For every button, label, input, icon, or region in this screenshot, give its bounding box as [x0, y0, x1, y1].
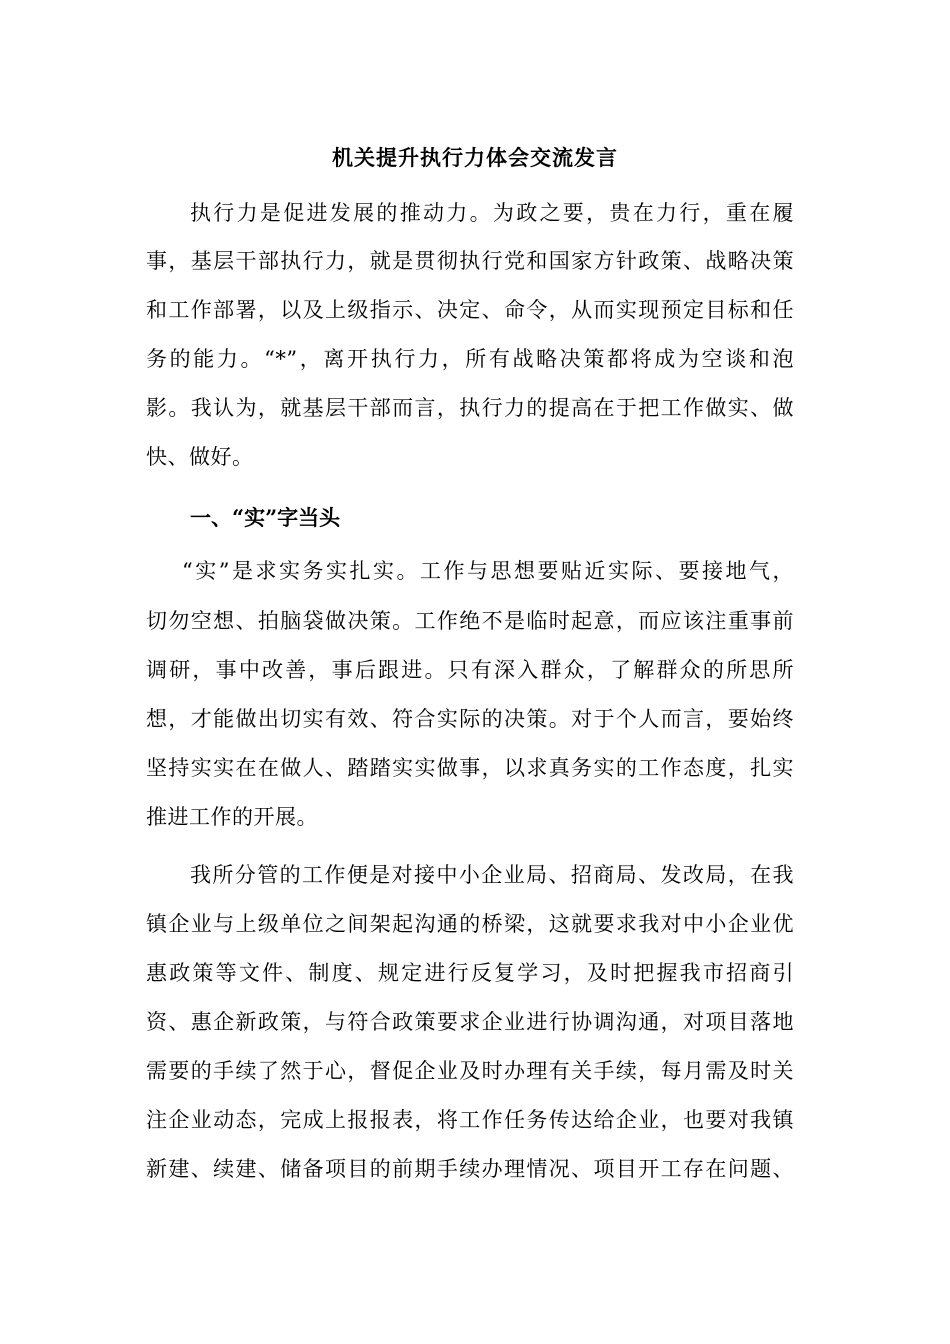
paragraph-1-line-4: 务的能力。“*”，离开执行力，所有战略决策都将成为空谈和泡	[146, 347, 794, 371]
paragraph-1-line-6: 快、做好。	[146, 445, 254, 469]
paragraph-3-line-7: 新建、续建、储备项目的前期手续办理情况、项目开工存在问题、	[146, 1157, 794, 1181]
paragraph-2-line-5: 坚持实实在在做人、踏踏实实做事，以求真务实的工作态度，扎实	[146, 756, 794, 780]
paragraph-3-line-3: 惠政策等文件、制度、规定进行反复学习，及时把握我市招商引	[146, 961, 794, 985]
paragraph-3-line-5: 需要的手续了然于心，督促企业及时办理有关手续，每月需及时关	[146, 1059, 794, 1083]
paragraph-2-line-1: “实”是求实务实扎实。工作与思想要贴近实际、要接地气，	[182, 559, 794, 583]
paragraph-1-line-5: 影。我认为，就基层干部而言，执行力的提高在于把工作做实、做	[146, 396, 794, 420]
paragraph-2-line-3: 调研，事中改善，事后跟进。只有深入群众，了解群众的所思所	[146, 658, 794, 682]
paragraph-3-line-1: 我所分管的工作便是对接中小企业局、招商局、发改局，在我	[190, 863, 794, 887]
paragraph-2-line-6: 推进工作的开展。	[146, 805, 318, 829]
paragraph-1-line-3: 和工作部署，以及上级指示、决定、命令，从而实现预定目标和任	[146, 298, 794, 322]
section-heading-1: 一、“实”字当头	[190, 505, 341, 530]
paragraph-3-line-6: 注企业动态，完成上报报表，将工作任务传达给企业，也要对我镇	[146, 1108, 794, 1132]
paragraph-2-line-4: 想，才能做出切实有效、符合实际的决策。对于个人而言，要始终	[146, 707, 794, 731]
paragraph-2-line-2: 切勿空想、拍脑袋做决策。工作绝不是临时起意，而应该注重事前	[146, 609, 794, 633]
paragraph-3-line-4: 资、惠企新政策，与符合政策要求企业进行协调沟通，对项目落地	[146, 1010, 794, 1034]
paragraph-1-line-1: 执行力是促进发展的推动力。为政之要，贵在力行，重在履	[190, 201, 794, 225]
document-title: 机关提升执行力体会交流发言	[332, 145, 618, 170]
paragraph-1-line-2: 事，基层干部执行力，就是贯彻执行党和国家方针政策、战略决策	[146, 249, 794, 273]
paragraph-3-line-2: 镇企业与上级单位之间架起沟通的桥梁，这就要求我对中小企业优	[146, 912, 794, 936]
